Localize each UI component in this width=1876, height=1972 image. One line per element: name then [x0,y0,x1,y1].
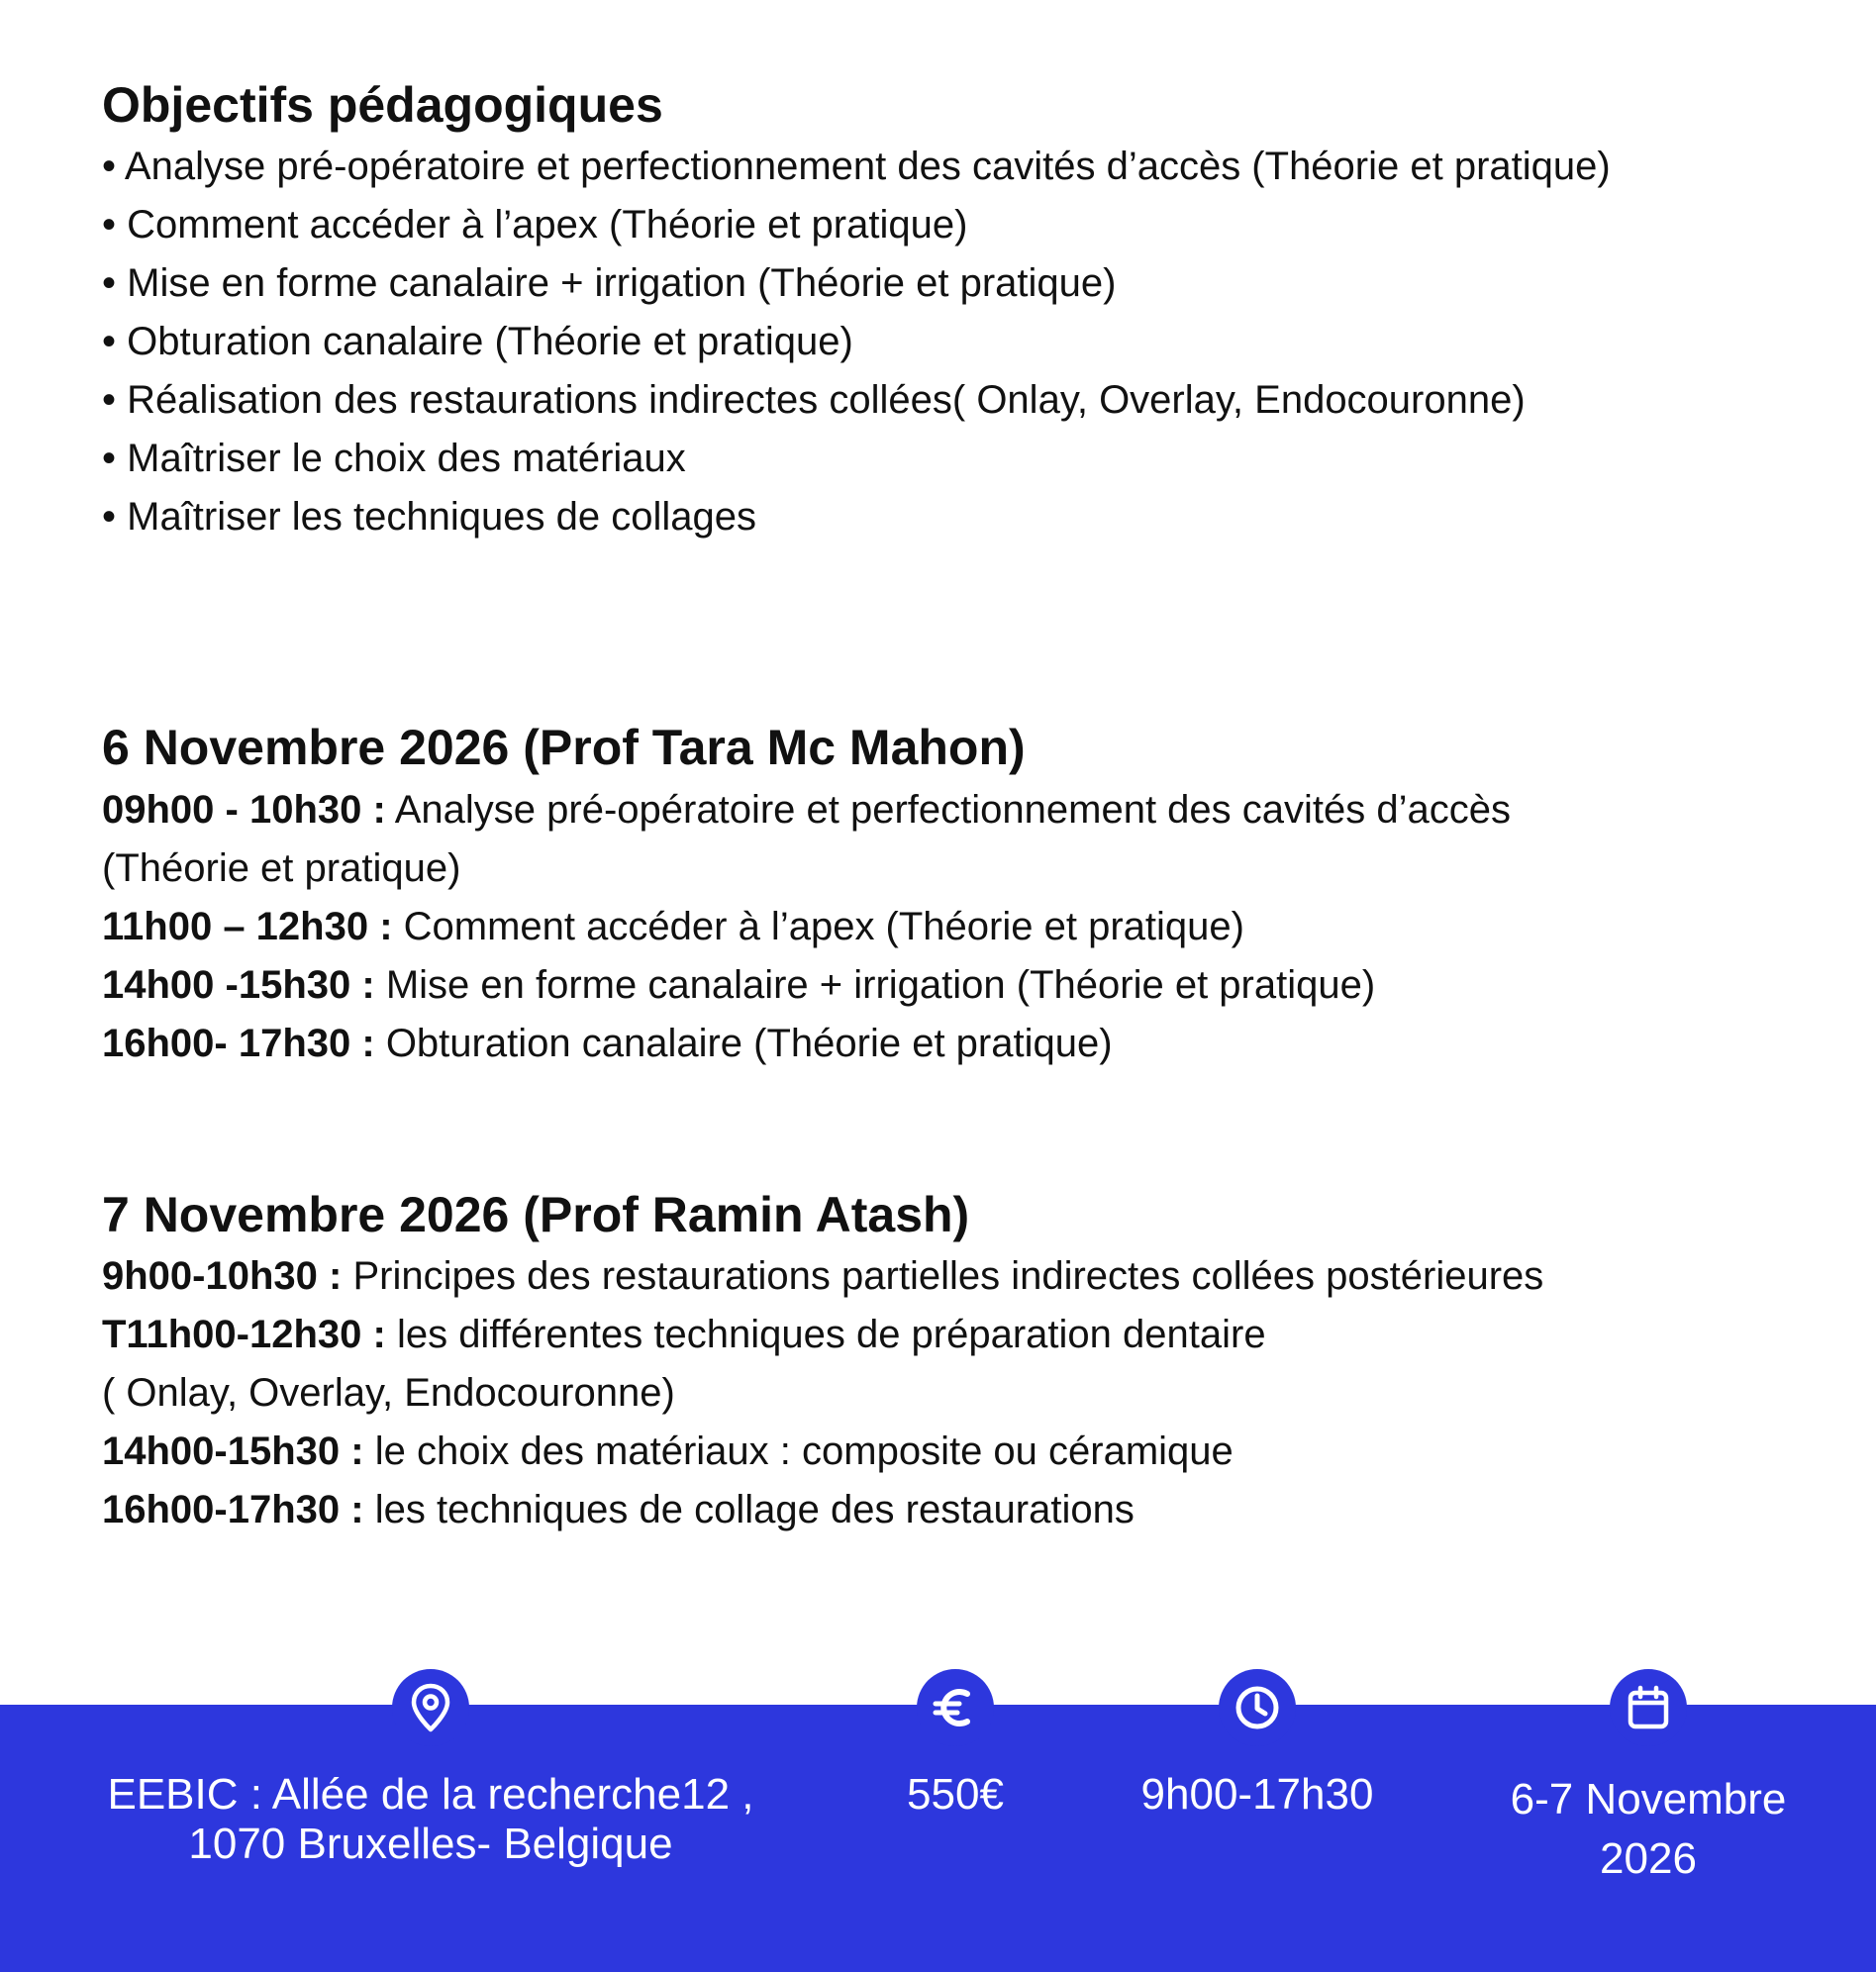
objective-item: • Analyse pré-opératoire et perfectionnement des cavités d’accès (Théorie et pratique) [102,145,1611,188]
day2-heading: 7 Novembre 2026 (Prof Ramin Atash) [102,1187,970,1242]
day1-heading: 6 Novembre 2026 (Prof Tara Mc Mahon) [102,720,1026,775]
location-pin-icon [392,1669,469,1746]
schedule-line [102,956,1511,1015]
location-label [89,1770,772,1869]
schedule-time: 14h00-15h30 : [102,1430,364,1473]
objective-item: • Comment accéder à l’apex (Théorie et pratique) [102,203,968,246]
schedule-text: Analyse pré-opératoire et perfectionnement des cavités d’accès [385,788,1512,832]
schedule-text: les différentes techniques de préparation dentaire [385,1313,1266,1356]
schedule-text: Obturation canalaire (Théorie et pratique) [374,1022,1113,1065]
schedule-time: T11h00-12h30 : [102,1313,386,1356]
schedule-text: Comment accéder à l’apex (Théorie et pratique) [392,905,1244,948]
schedule-line [102,839,1511,898]
hours-label: 9h00-17h30 [1140,1770,1374,1819]
schedule-text: Principes des restaurations partielles indirectes collées postérieures [342,1254,1544,1298]
schedule-time: 11h00 – 12h30 : [102,905,393,948]
schedule-time: 16h00-17h30 : [102,1488,364,1531]
schedule-text: ( Onlay, Overlay, Endocouronne) [102,1371,675,1415]
price-label: 550€ [907,1770,1004,1819]
schedule-line [102,1247,1543,1306]
objective-item: • Réalisation des restaurations indirectes collées( Onlay, Overlay, Endocouronne) [102,378,1526,422]
schedule-line [102,781,1511,839]
objective-item: • Mise en forme canalaire + irrigation (Théorie et pratique) [102,261,1117,305]
day1-schedule [102,781,1511,1073]
objectives-heading: Objectifs pédagogiques [102,77,663,133]
schedule-line [102,1481,1543,1539]
schedule-text: (Théorie et pratique) [102,846,461,890]
schedule-text: le choix des matériaux : composite ou céramique [363,1430,1234,1473]
dates-line: 6-7 Novembre [1510,1775,1787,1824]
objective-item: • Maîtriser le choix des matériaux [102,437,686,480]
schedule-text: les techniques de collage des restaurations [363,1488,1135,1531]
info-price [891,1669,1020,1820]
objectives-list [102,138,1611,546]
calendar-icon [1610,1669,1687,1746]
info-dates [1465,1669,1831,1889]
schedule-line [102,1364,1543,1423]
clock-icon [1219,1669,1296,1746]
info-location [89,1669,772,1869]
objective-item: • Maîtriser les techniques de collages [102,495,756,539]
location-line: 1070 Bruxelles- Belgique [188,1820,673,1868]
schedule-line [102,1015,1511,1073]
schedule-time: 9h00-10h30 : [102,1254,343,1298]
objective-item: • Obturation canalaire (Théorie et pratique) [102,320,853,363]
schedule-time: 16h00- 17h30 : [102,1022,375,1065]
euro-icon [917,1669,994,1746]
dates-label [1465,1770,1831,1889]
schedule-time: 14h00 -15h30 : [102,963,375,1007]
schedule-text: Mise en forme canalaire + irrigation (Théorie et pratique) [374,963,1376,1007]
schedule-line [102,1306,1543,1364]
location-line: EEBIC : Allée de la recherche12 , [107,1770,754,1819]
schedule-time: 09h00 - 10h30 : [102,788,386,832]
dates-line: 2026 [1600,1834,1697,1883]
schedule-line [102,1423,1543,1481]
info-hours [1119,1669,1396,1820]
schedule-line [102,898,1511,956]
day2-schedule [102,1247,1543,1539]
